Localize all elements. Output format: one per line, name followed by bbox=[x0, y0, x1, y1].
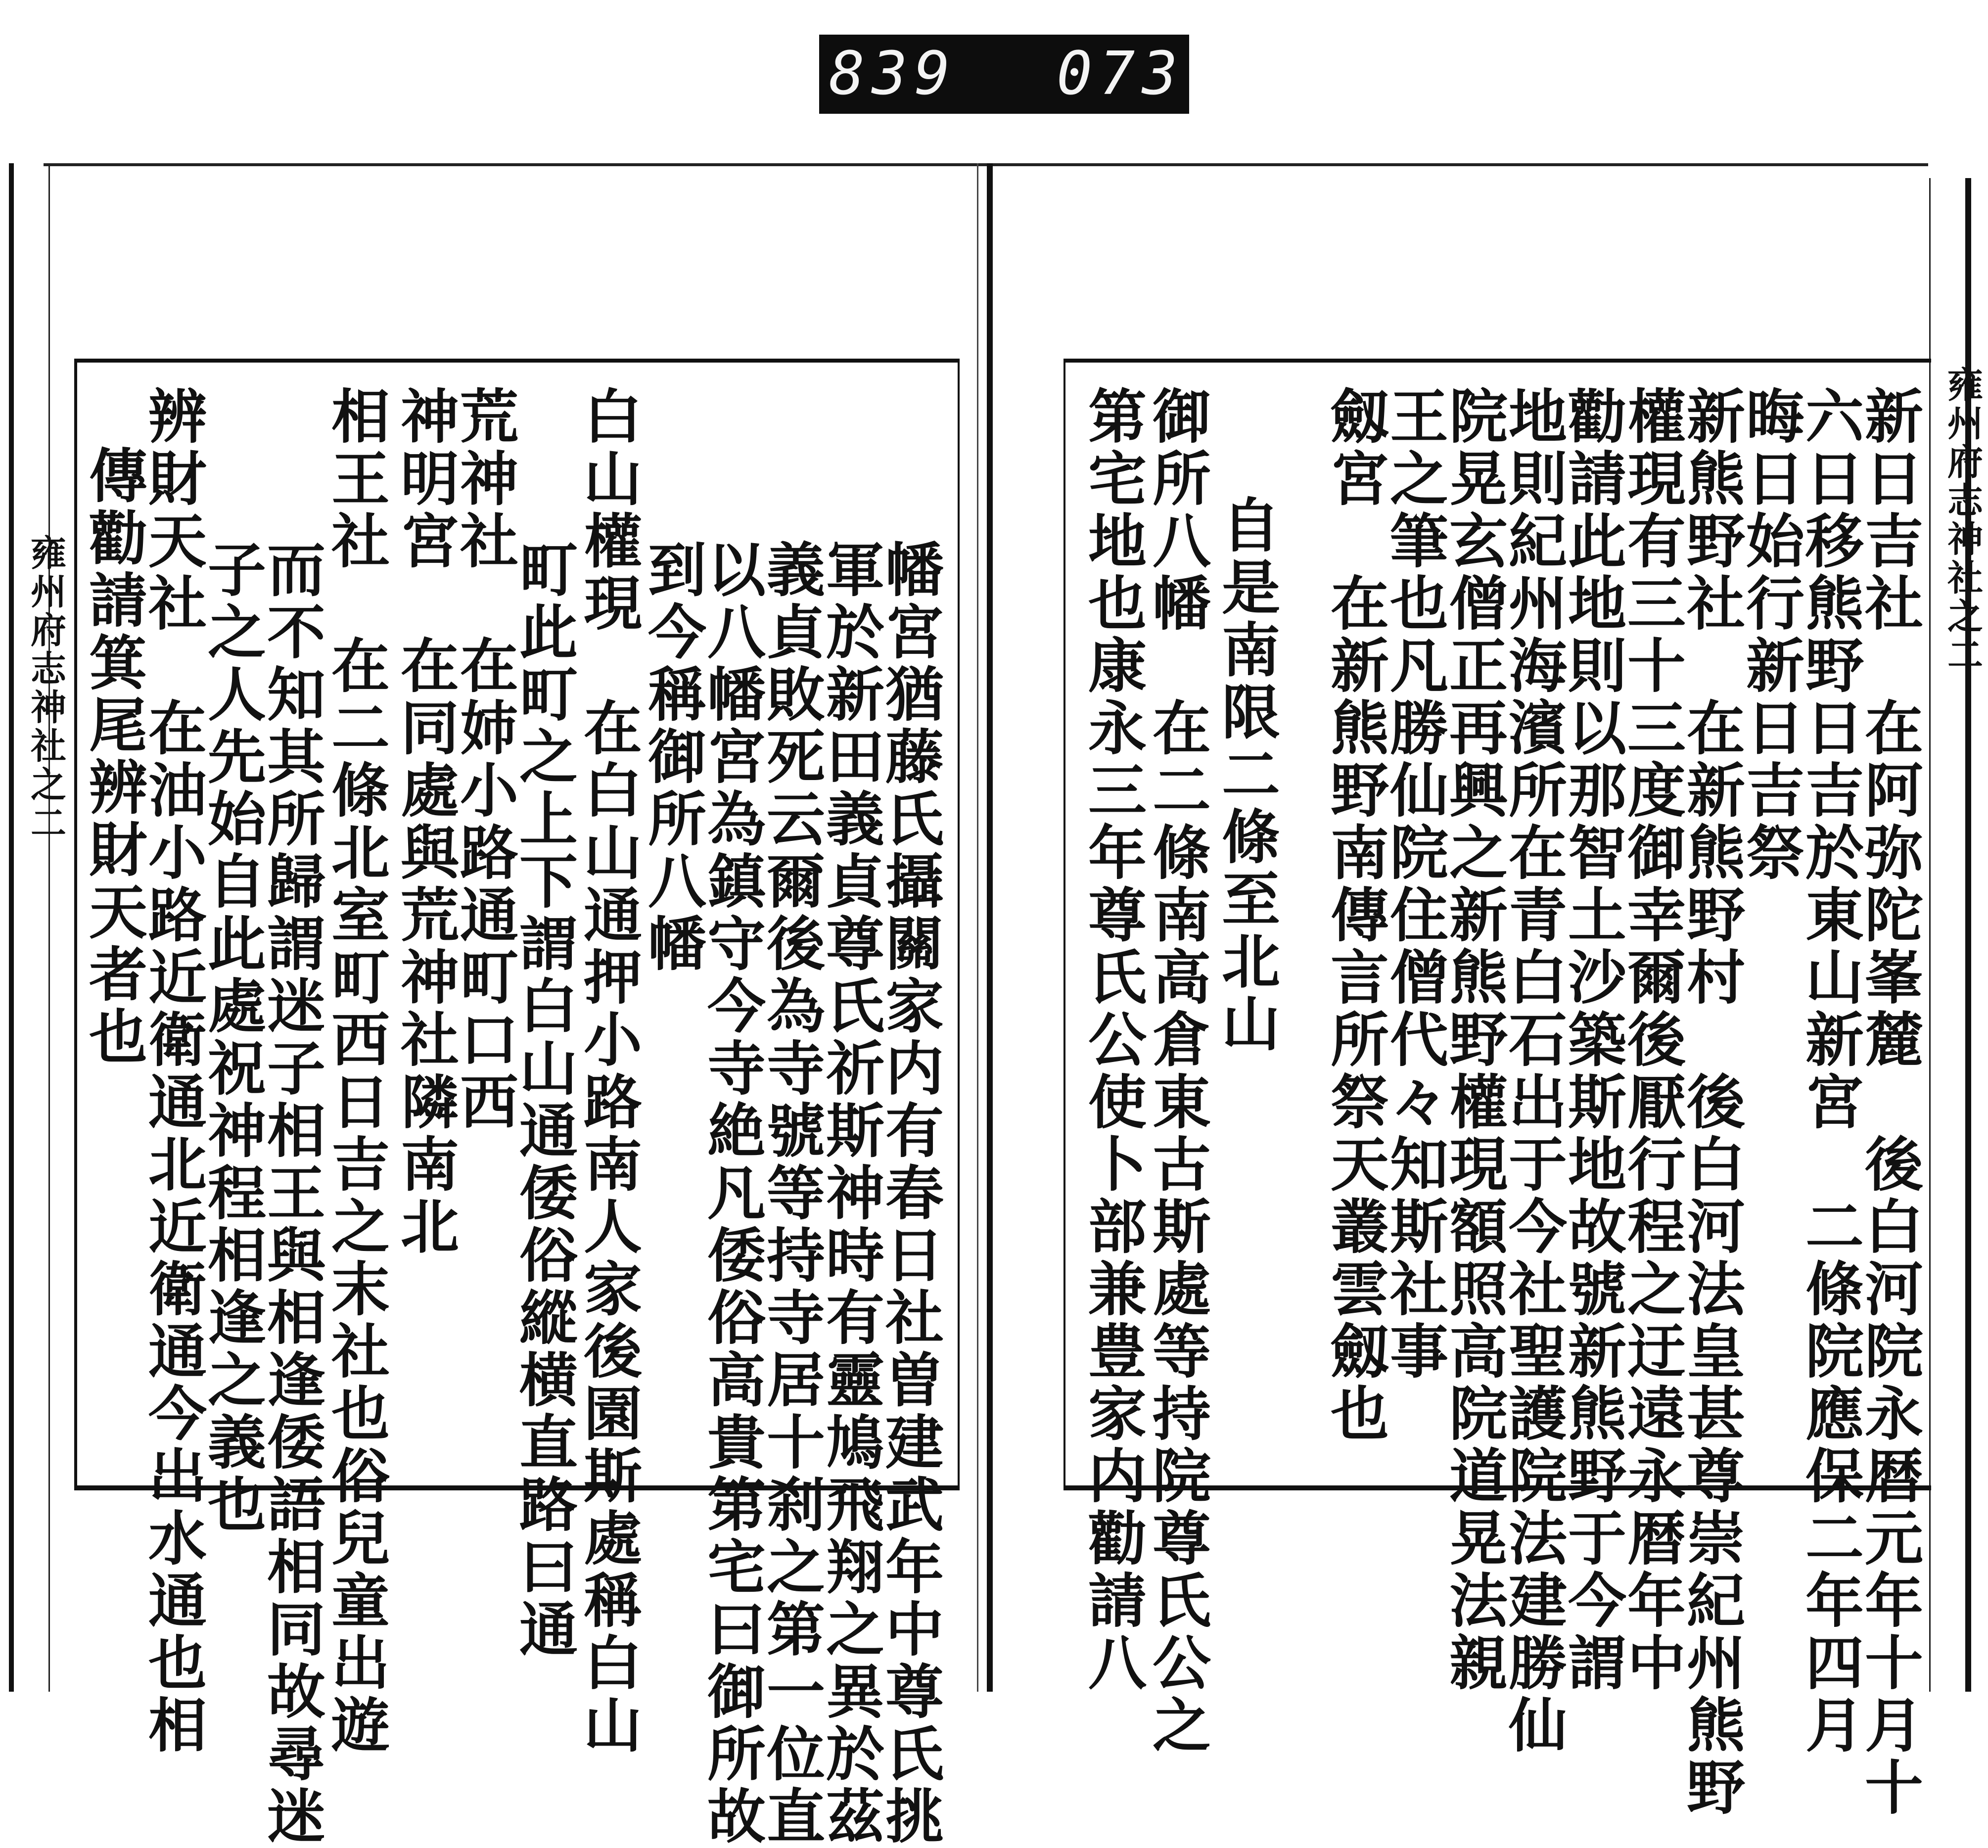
left-page-column: 而不知其所歸謂迷子相王與相逢倭語相同故尋迷 bbox=[257, 539, 326, 1848]
catalog-number-left: 839 bbox=[829, 40, 957, 108]
left-page-column: 辨財天社 在油小路近衛通北近衛通今出水通也相 bbox=[139, 386, 207, 1757]
right-page-column: 六日移熊野日吉於東山新宮 二條院應保二年四月 bbox=[1796, 386, 1864, 1757]
left-page-column: 白山權現 在白山通押小路南人家後園斯處稱白山 bbox=[574, 386, 643, 1757]
page-top-edge bbox=[44, 163, 1928, 166]
right-page-column: 御所八幡 在二條南高倉東古斯處等持院尊氏公之 bbox=[1143, 386, 1211, 1757]
center-gutter bbox=[987, 163, 993, 1692]
left-page-column: 荒神社 在姉小路通町口西 bbox=[450, 386, 519, 1134]
right-page-column: 勸請此地則以那智土沙築斯地故號新熊野于今謂 bbox=[1558, 386, 1627, 1695]
right-page-column: 王之筆也凡勝仙院住僧代々知斯社事 bbox=[1380, 386, 1449, 1383]
right-page-column: 權現有三十三度御幸爾後厭行程之迂遠永暦年中 bbox=[1618, 386, 1686, 1695]
right-page-column: 劔宮 在新熊野南傳言所祭天叢雲劔也 bbox=[1321, 386, 1389, 1445]
left-page-column: 子之人先始自此處祝神程相逢之義也 bbox=[198, 539, 267, 1536]
right-page-column: 新日吉社 在阿弥陀峯麓 後白河院永暦元年十月十 bbox=[1855, 386, 1924, 1819]
catalog-label bbox=[819, 35, 1189, 114]
gutter-line bbox=[977, 163, 978, 1692]
left-page-column: 以八幡宮為鎮守今寺絶凡倭俗高貴第宅曰御所故 bbox=[697, 539, 766, 1848]
right-page-column: 自是南限二條至北山 bbox=[1212, 495, 1281, 1056]
left-page-column: 神明宮 在同處與荒神社隣南北 bbox=[391, 386, 460, 1258]
left-page-column: 到今稱御所八幡 bbox=[638, 539, 707, 975]
left-page-column: 義貞敗死云爾後為寺號等持寺居十刹之第一位直 bbox=[757, 539, 826, 1848]
right-page-column: 地則紀州海濱所在青白石出于今社聖護院法建勝仙 bbox=[1499, 386, 1568, 1757]
catalog-number-right: 073 bbox=[1057, 40, 1185, 108]
left-binding-edge bbox=[9, 163, 50, 1692]
right-page-column: 新熊野社 在新熊野村 後白河法皇甚尊崇紀州熊野 bbox=[1677, 386, 1746, 1819]
left-margin-title: 雍州府志神社之二 bbox=[25, 534, 67, 843]
left-page-column: 幡宮猶藤氏攝關家内有春日社曽建武年中尊氏挑 bbox=[876, 539, 944, 1848]
left-page-column: 町此町之上下謂白山通倭俗縱横直路曰通 bbox=[509, 539, 578, 1661]
right-page-column: 第宅地也康永三年尊氏公使卜部兼豊家内勸請八 bbox=[1078, 386, 1147, 1695]
left-page-column: 傳勸請箕尾辨財天者也 bbox=[79, 445, 148, 1068]
left-page-column: 軍於新田義貞尊氏祈斯神時有靈鳩飛翔之異於茲 bbox=[816, 539, 885, 1848]
left-page-column: 相王社 在二條北室町西日吉之末社也俗兒童出遊 bbox=[322, 386, 390, 1757]
right-margin-title: 雍州府志神社之二 bbox=[1942, 366, 1984, 675]
right-page-column: 院晃玄僧正再興之新熊野權現額照高院道晃法親 bbox=[1439, 386, 1508, 1695]
right-page-column: 晦日始行新日吉祭 bbox=[1736, 386, 1805, 884]
